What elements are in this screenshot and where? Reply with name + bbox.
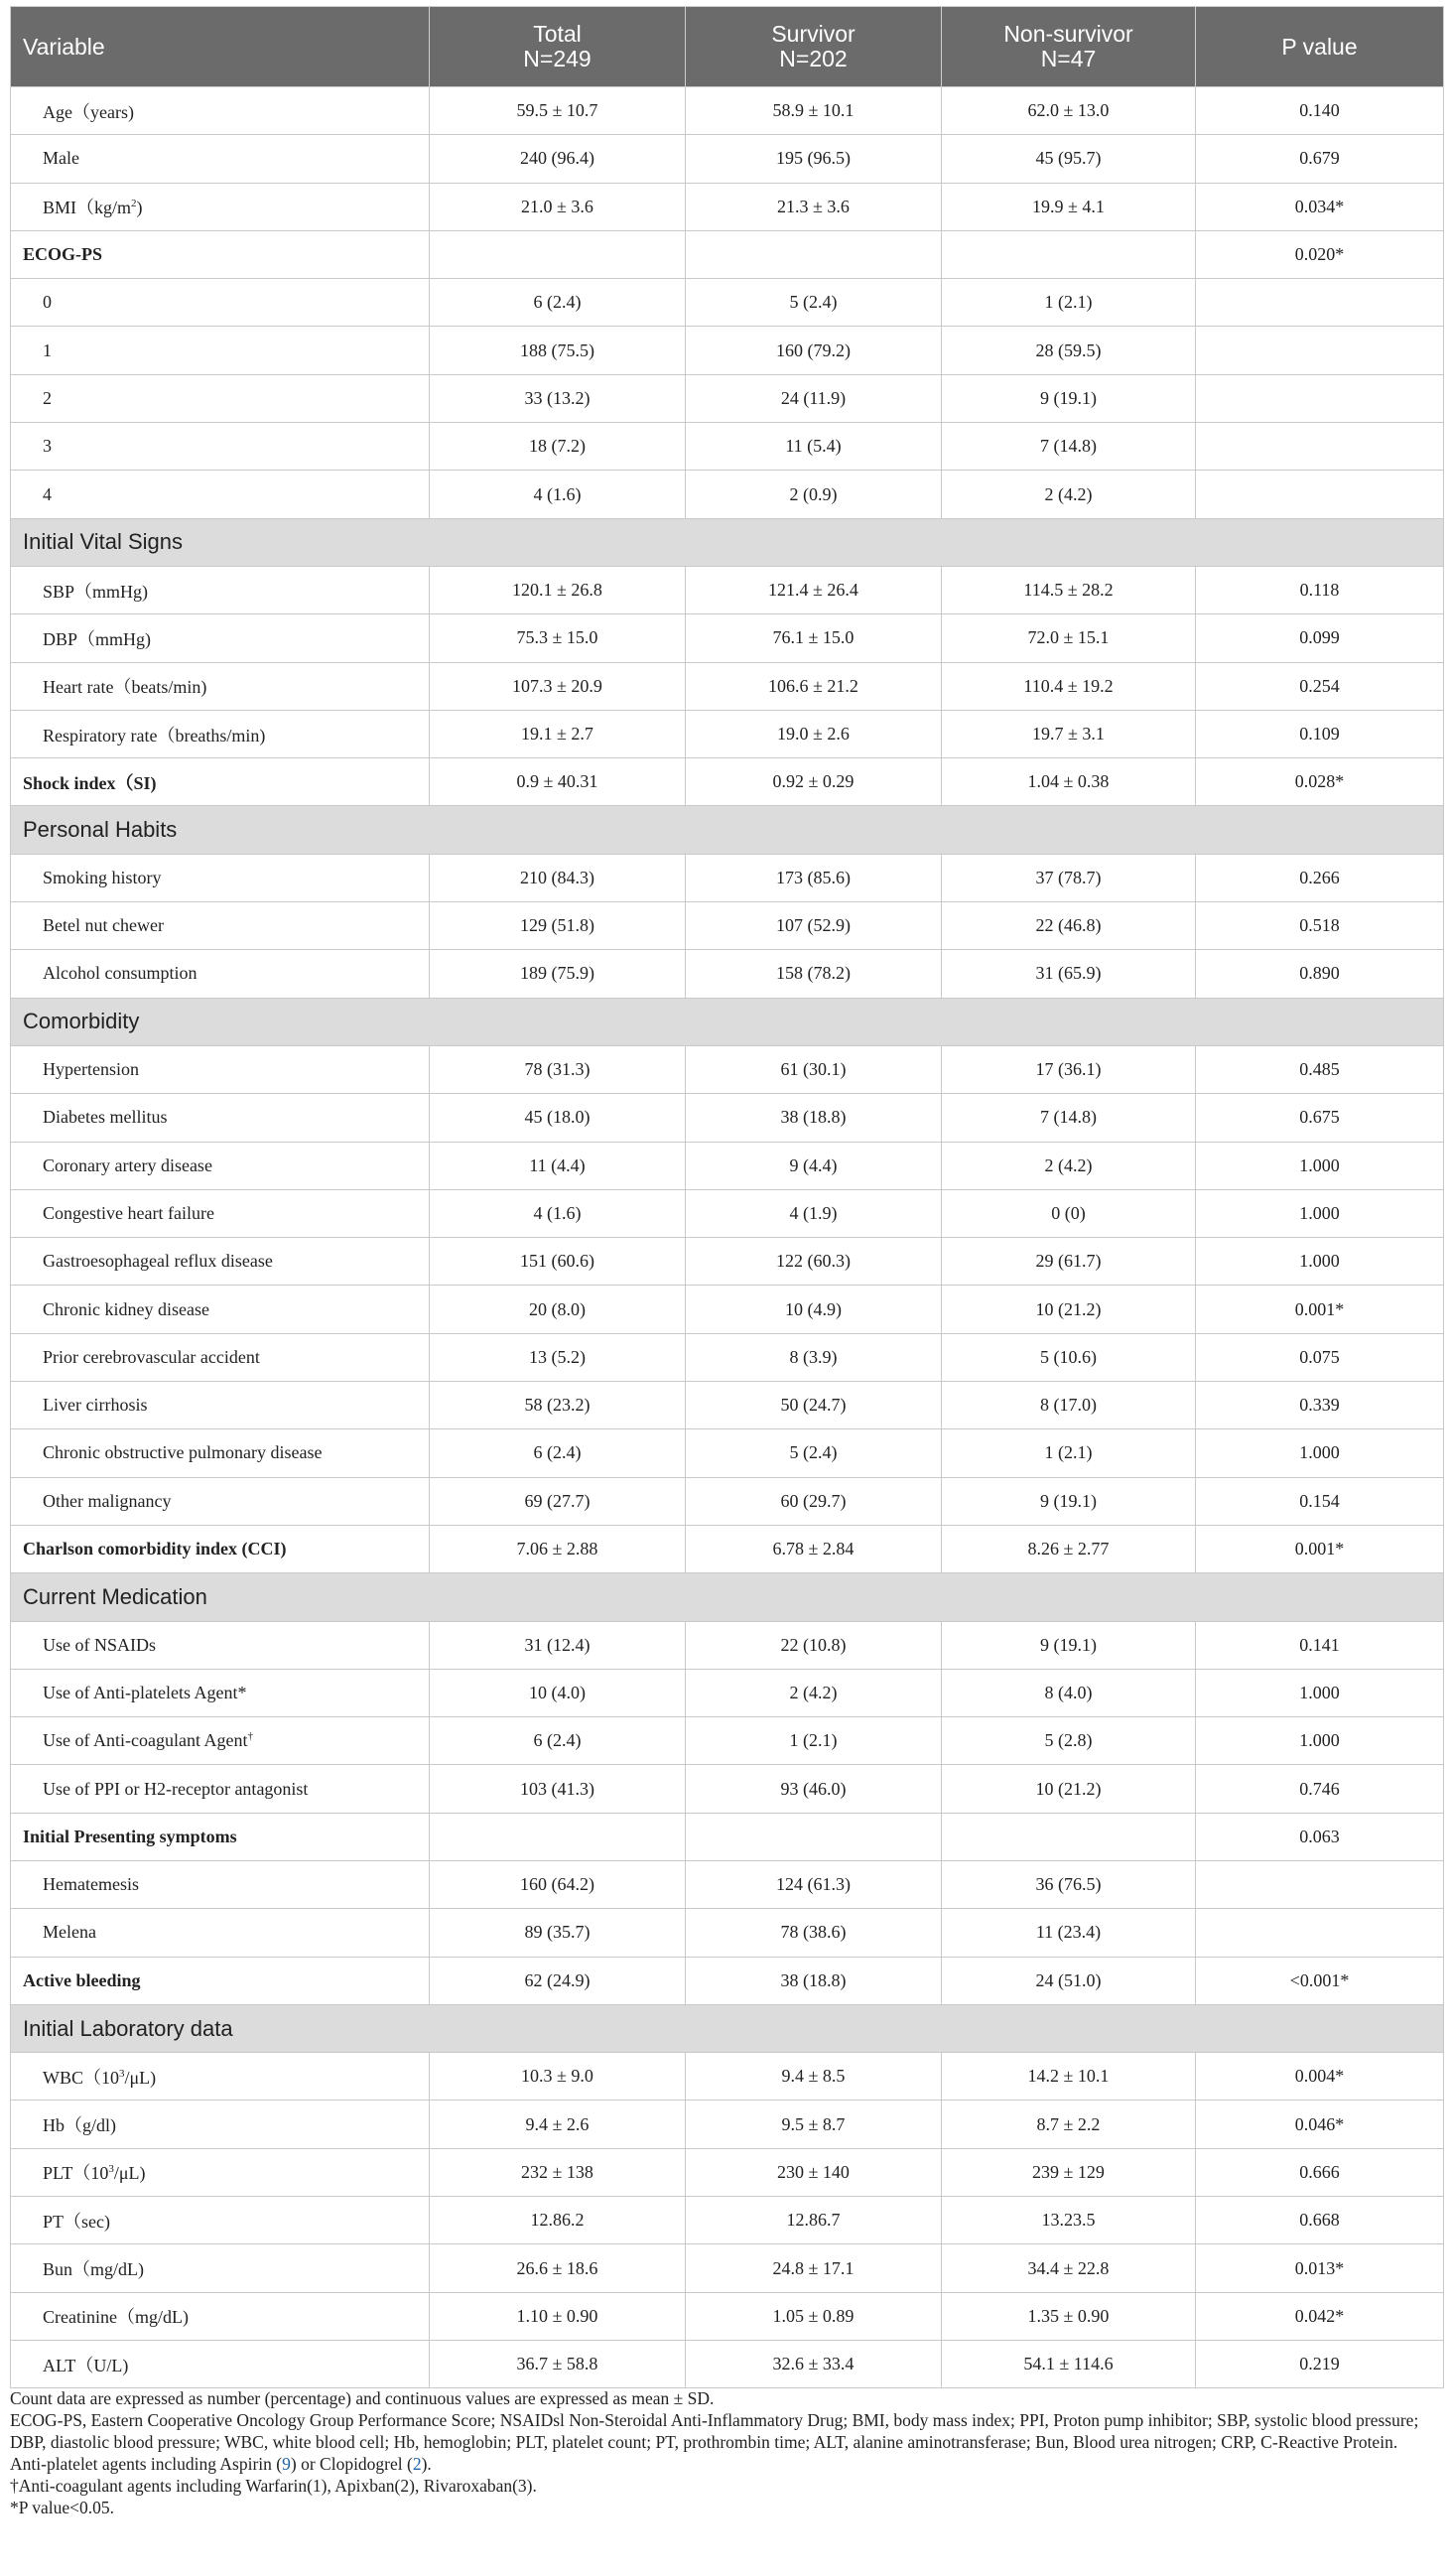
cell-p: 0.034*: [1196, 183, 1444, 230]
table-row: [11, 2101, 1444, 2148]
cell-survivor: 160 (79.2): [686, 327, 942, 374]
row-label: Chronic kidney disease: [11, 1286, 430, 1333]
cell-survivor: 22 (10.8): [686, 1621, 942, 1669]
cell-survivor: 9.5 ± 8.7: [686, 2101, 942, 2148]
table-row: [11, 1045, 1444, 1093]
cell-total: 1.10 ± 0.90: [430, 2292, 686, 2340]
cell-survivor: 173 (85.6): [686, 854, 942, 901]
cell-survivor: 1.05 ± 0.89: [686, 2292, 942, 2340]
cell-total: 13 (5.2): [430, 1333, 686, 1381]
cell-nonsurvivor: 5 (10.6): [942, 1333, 1196, 1381]
cell-survivor: 2 (4.2): [686, 1669, 942, 1716]
cell-survivor: 24 (11.9): [686, 374, 942, 422]
row-label: 4: [11, 471, 430, 518]
row-label: SBP（mmHg): [11, 566, 430, 613]
row-label: 1: [11, 327, 430, 374]
cell-nonsurvivor: 5 (2.8): [942, 1717, 1196, 1765]
cell-p: 1.000: [1196, 1429, 1444, 1477]
cell-p: 0.746: [1196, 1765, 1444, 1813]
cell-p: [1196, 471, 1444, 518]
row-label: $BMI(kg/m^2)$: [11, 183, 430, 230]
cell-survivor: 5 (2.4): [686, 1429, 942, 1477]
cell-total: 120.1 ± 26.8: [430, 566, 686, 613]
table-row: [11, 374, 1444, 422]
cell-total: 62 (24.9): [430, 1957, 686, 2004]
cell-nonsurvivor: 7 (14.8): [942, 1094, 1196, 1142]
cell-total: 107.3 ± 20.9: [430, 662, 686, 710]
cell-total: 160 (64.2): [430, 1860, 686, 1908]
cell-survivor: 2 (0.9): [686, 471, 942, 518]
cell-survivor: 78 (38.6): [686, 1909, 942, 1957]
table-row: [11, 662, 1444, 710]
cell-p: 0.004*: [1196, 2053, 1444, 2101]
row-label: $WBC(10^3/\mu L)$: [11, 2053, 430, 2101]
cell-nonsurvivor: 2 (4.2): [942, 471, 1196, 518]
cell-nonsurvivor: 8 (4.0): [942, 1669, 1196, 1716]
cell-total: 6 (2.4): [430, 279, 686, 327]
header-total: Total N=249: [430, 7, 686, 87]
cell-survivor: 50 (24.7): [686, 1382, 942, 1429]
row-label: Congestive heart failure: [11, 1189, 430, 1237]
cell-p: 0.063: [1196, 1813, 1444, 1860]
cell-nonsurvivor: [942, 230, 1196, 278]
table-row: [11, 1429, 1444, 1477]
footnote-anti-platelet: Anti-platelet agents including Aspirin (9) or Clopidogrel (2).: [10, 2454, 432, 2474]
table-row: [11, 1094, 1444, 1142]
cell-survivor: 38 (18.8): [686, 1957, 942, 2004]
cell-nonsurvivor: 13.23.5: [942, 2197, 1196, 2244]
cell-total: 78 (31.3): [430, 1045, 686, 1093]
cell-total: 6 (2.4): [430, 1717, 686, 1765]
table-row: [11, 1621, 1444, 1669]
table-footnotes: [10, 2387, 1439, 2518]
cell-p: 0.485: [1196, 1045, 1444, 1093]
cell-survivor: 9.4 ± 8.5: [686, 2053, 942, 2101]
cell-nonsurvivor: 62.0 ± 13.0: [942, 87, 1196, 135]
row-label: Chronic obstructive pulmonary disease: [11, 1429, 430, 1477]
table-row: [11, 1142, 1444, 1189]
cell-total: 18 (7.2): [430, 423, 686, 471]
cell-total: 4 (1.6): [430, 1189, 686, 1237]
cell-p: 1.000: [1196, 1669, 1444, 1716]
cell-nonsurvivor: 9 (19.1): [942, 1477, 1196, 1525]
row-label: Use of Anti-coagulant Agent†: [11, 1717, 430, 1765]
table-row: [11, 2197, 1444, 2244]
table-row: [11, 854, 1444, 901]
cell-survivor: 0.92 ± 0.29: [686, 758, 942, 806]
table-row: [11, 327, 1444, 374]
row-label: Use of NSAIDs: [11, 1621, 430, 1669]
data-table: [10, 6, 1444, 2388]
row-label: 2: [11, 374, 430, 422]
row-label: Betel nut chewer: [11, 902, 430, 950]
cell-total: 75.3 ± 15.0: [430, 614, 686, 662]
cell-survivor: [686, 1813, 942, 1860]
cell-nonsurvivor: 45 (95.7): [942, 135, 1196, 183]
cell-nonsurvivor: 19.9 ± 4.1: [942, 183, 1196, 230]
cell-p: 0.254: [1196, 662, 1444, 710]
cell-survivor: 11 (5.4): [686, 423, 942, 471]
cell-p: 0.046*: [1196, 2101, 1444, 2148]
table-row: [11, 1957, 1444, 2004]
cell-total: [430, 1813, 686, 1860]
section-header-row: [11, 998, 1444, 1045]
table-row: [11, 423, 1444, 471]
cell-survivor: 58.9 ± 10.1: [686, 87, 942, 135]
row-label: Alcohol consumption: [11, 950, 430, 998]
row-label: $PLT(10^3/\mu L)$: [11, 2148, 430, 2196]
cell-p: 1.000: [1196, 1717, 1444, 1765]
table-row: [11, 279, 1444, 327]
cell-p: 1.000: [1196, 1142, 1444, 1189]
cell-total: 232 ± 138: [430, 2148, 686, 2196]
cell-nonsurvivor: 10 (21.2): [942, 1765, 1196, 1813]
header-row: [11, 7, 1444, 87]
reference-link[interactable]: 2: [412, 2454, 422, 2474]
header-p-value: P value: [1196, 7, 1444, 87]
cell-p: 0.109: [1196, 710, 1444, 757]
row-label: Hypertension: [11, 1045, 430, 1093]
cell-survivor: 107 (52.9): [686, 902, 942, 950]
cell-survivor: 1 (2.1): [686, 1717, 942, 1765]
cell-survivor: 195 (96.5): [686, 135, 942, 183]
cell-total: 19.1 ± 2.7: [430, 710, 686, 757]
cell-survivor: 6.78 ± 2.84: [686, 1525, 942, 1572]
cell-survivor: 21.3 ± 3.6: [686, 183, 942, 230]
cell-nonsurvivor: 239 ± 129: [942, 2148, 1196, 2196]
cell-p: 0.666: [1196, 2148, 1444, 2196]
table-row: [11, 1669, 1444, 1716]
cell-nonsurvivor: 0 (0): [942, 1189, 1196, 1237]
cell-p: [1196, 279, 1444, 327]
cell-total: 240 (96.4): [430, 135, 686, 183]
section-header-row: [11, 806, 1444, 854]
cell-survivor: 32.6 ± 33.4: [686, 2340, 942, 2387]
cell-survivor: 24.8 ± 17.1: [686, 2244, 942, 2292]
cell-nonsurvivor: 11 (23.4): [942, 1909, 1196, 1957]
row-label: Liver cirrhosis: [11, 1382, 430, 1429]
row-label: 0: [11, 279, 430, 327]
cell-total: 89 (35.7): [430, 1909, 686, 1957]
row-label: Initial Presenting symptoms: [11, 1813, 430, 1860]
row-label: Age（years): [11, 87, 430, 135]
cell-nonsurvivor: 28 (59.5): [942, 327, 1196, 374]
cell-survivor: 38 (18.8): [686, 1094, 942, 1142]
cell-total: 9.4 ± 2.6: [430, 2101, 686, 2148]
cell-nonsurvivor: 37 (78.7): [942, 854, 1196, 901]
row-label: Use of PPI or H2-receptor antagonist: [11, 1765, 430, 1813]
cell-p: 0.675: [1196, 1094, 1444, 1142]
row-label: Coronary artery disease: [11, 1142, 430, 1189]
cell-total: 26.6 ± 18.6: [430, 2244, 686, 2292]
header-variable: Variable: [11, 7, 430, 87]
row-label: Smoking history: [11, 854, 430, 901]
cell-total: 189 (75.9): [430, 950, 686, 998]
cell-nonsurvivor: 17 (36.1): [942, 1045, 1196, 1093]
cell-survivor: 5 (2.4): [686, 279, 942, 327]
row-label: Hematemesis: [11, 1860, 430, 1908]
footnote-count-data: Count data are expressed as number (percentage) and continuous values are expressed as mean ± SD.: [10, 2388, 715, 2408]
row-label: Diabetes mellitus: [11, 1094, 430, 1142]
cell-nonsurvivor: 22 (46.8): [942, 902, 1196, 950]
row-label: Gastroesophageal reflux disease: [11, 1238, 430, 1286]
section-header-row: [11, 518, 1444, 566]
section-title: Current Medication: [11, 1573, 1444, 1621]
cell-nonsurvivor: 29 (61.7): [942, 1238, 1196, 1286]
section-title: Comorbidity: [11, 998, 1444, 1045]
table-row: [11, 1382, 1444, 1429]
cell-nonsurvivor: 8 (17.0): [942, 1382, 1196, 1429]
cell-nonsurvivor: 110.4 ± 19.2: [942, 662, 1196, 710]
cell-total: 7.06 ± 2.88: [430, 1525, 686, 1572]
cell-p: 0.013*: [1196, 2244, 1444, 2292]
table-row: [11, 2053, 1444, 2101]
cell-p: 0.001*: [1196, 1525, 1444, 1572]
row-label: ALT（U/L): [11, 2340, 430, 2387]
cell-p: [1196, 327, 1444, 374]
table-row: [11, 902, 1444, 950]
cell-p: [1196, 1909, 1444, 1957]
cell-p: 0.075: [1196, 1333, 1444, 1381]
cell-nonsurvivor: 1 (2.1): [942, 279, 1196, 327]
section-header-row: [11, 1573, 1444, 1621]
header-nonsurvivor: Non-survivor N=47: [942, 7, 1196, 87]
table-row: [11, 183, 1444, 230]
row-label: Creatinine（mg/dL): [11, 2292, 430, 2340]
cell-survivor: 106.6 ± 21.2: [686, 662, 942, 710]
table-row: [11, 1333, 1444, 1381]
cell-p: 0.028*: [1196, 758, 1444, 806]
cell-nonsurvivor: 54.1 ± 114.6: [942, 2340, 1196, 2387]
cell-survivor: 9 (4.4): [686, 1142, 942, 1189]
cell-p: 1.000: [1196, 1189, 1444, 1237]
row-label: Shock index（SI): [11, 758, 430, 806]
section-title: Initial Laboratory data: [11, 2004, 1444, 2052]
section-title: Initial Vital Signs: [11, 518, 1444, 566]
cell-total: [430, 230, 686, 278]
row-label: Bun（mg/dL): [11, 2244, 430, 2292]
table-row: [11, 758, 1444, 806]
cell-p: 0.679: [1196, 135, 1444, 183]
cell-nonsurvivor: 8.7 ± 2.2: [942, 2101, 1196, 2148]
table-row: [11, 2148, 1444, 2196]
cell-nonsurvivor: 19.7 ± 3.1: [942, 710, 1196, 757]
cell-survivor: 60 (29.7): [686, 1477, 942, 1525]
cell-p: 0.890: [1196, 950, 1444, 998]
cell-p: 0.118: [1196, 566, 1444, 613]
cell-survivor: 158 (78.2): [686, 950, 942, 998]
table-row: [11, 1860, 1444, 1908]
cell-total: 6 (2.4): [430, 1429, 686, 1477]
cell-p: [1196, 1860, 1444, 1908]
table-row: [11, 1813, 1444, 1860]
cell-total: 33 (13.2): [430, 374, 686, 422]
cell-total: 151 (60.6): [430, 1238, 686, 1286]
cell-nonsurvivor: 114.5 ± 28.2: [942, 566, 1196, 613]
cell-nonsurvivor: 9 (19.1): [942, 1621, 1196, 1669]
cell-total: 103 (41.3): [430, 1765, 686, 1813]
cell-p: 0.001*: [1196, 1286, 1444, 1333]
cell-nonsurvivor: 36 (76.5): [942, 1860, 1196, 1908]
row-label: Hb（g/dl): [11, 2101, 430, 2148]
cell-survivor: 122 (60.3): [686, 1238, 942, 1286]
row-label: PT（sec): [11, 2197, 430, 2244]
table-row: [11, 87, 1444, 135]
cell-p: 0.042*: [1196, 2292, 1444, 2340]
cell-nonsurvivor: 24 (51.0): [942, 1957, 1196, 2004]
table-row: [11, 2244, 1444, 2292]
row-label: Use of Anti-platelets Agent*: [11, 1669, 430, 1716]
cell-p: [1196, 374, 1444, 422]
cell-survivor: 10 (4.9): [686, 1286, 942, 1333]
cell-nonsurvivor: 7 (14.8): [942, 423, 1196, 471]
table-row: [11, 1765, 1444, 1813]
table-row: [11, 1525, 1444, 1572]
cell-nonsurvivor: 9 (19.1): [942, 374, 1196, 422]
table-row: [11, 614, 1444, 662]
cell-total: 188 (75.5): [430, 327, 686, 374]
cell-p: 0.518: [1196, 902, 1444, 950]
reference-link[interactable]: 9: [282, 2454, 291, 2474]
row-label: Male: [11, 135, 430, 183]
footnote-abbreviations: ECOG-PS, Eastern Cooperative Oncology Group Performance Score; NSAIDsl Non-Steroidal Anti-Inflammatory Drug; BMI, body mass index; PPI, Proton pump inhibitor; SBP, systolic blood pressure; DBP, diastolic blood pressure; WBC, white blood cell; Hb, hemoglobin; PLT, platelet count; PT, prothrombin time; ALT, alanine aminotransferase; Bun, Blood urea nitrogen; CRP, C-Reactive Protein.: [10, 2410, 1419, 2452]
cell-survivor: 4 (1.9): [686, 1189, 942, 1237]
cell-survivor: 230 ± 140: [686, 2148, 942, 2196]
table-row: [11, 1909, 1444, 1957]
table-row: [11, 471, 1444, 518]
cell-p: <0.001*: [1196, 1957, 1444, 2004]
table-header: [11, 7, 1444, 87]
cell-survivor: 124 (61.3): [686, 1860, 942, 1908]
cell-nonsurvivor: 14.2 ± 10.1: [942, 2053, 1196, 2101]
cell-total: 10 (4.0): [430, 1669, 686, 1716]
section-title: Personal Habits: [11, 806, 1444, 854]
table-row: [11, 1238, 1444, 1286]
table-row: [11, 1189, 1444, 1237]
cell-nonsurvivor: 1 (2.1): [942, 1429, 1196, 1477]
table-row: [11, 1477, 1444, 1525]
cell-total: 10.3 ± 9.0: [430, 2053, 686, 2101]
cell-survivor: 76.1 ± 15.0: [686, 614, 942, 662]
cell-p: 0.339: [1196, 1382, 1444, 1429]
cell-total: 59.5 ± 10.7: [430, 87, 686, 135]
table-row: [11, 2340, 1444, 2387]
cell-p: 0.141: [1196, 1621, 1444, 1669]
cell-p: 0.099: [1196, 614, 1444, 662]
row-label: ECOG-PS: [11, 230, 430, 278]
footnote-anti-coagulant: †Anti-coagulant agents including Warfarin(1), Apixban(2), Rivaroxaban(3).: [10, 2476, 537, 2496]
header-survivor: Survivor N=202: [686, 7, 942, 87]
cell-survivor: 12.86.7: [686, 2197, 942, 2244]
cell-nonsurvivor: 10 (21.2): [942, 1286, 1196, 1333]
table-body: [11, 87, 1444, 2388]
table-row: [11, 230, 1444, 278]
cell-total: 36.7 ± 58.8: [430, 2340, 686, 2387]
table-row: [11, 566, 1444, 613]
cell-total: 12.86.2: [430, 2197, 686, 2244]
cell-survivor: [686, 230, 942, 278]
table-row: [11, 135, 1444, 183]
table-row: [11, 710, 1444, 757]
cell-nonsurvivor: 72.0 ± 15.1: [942, 614, 1196, 662]
table-row: [11, 950, 1444, 998]
cell-total: 45 (18.0): [430, 1094, 686, 1142]
cell-total: 210 (84.3): [430, 854, 686, 901]
cell-total: 20 (8.0): [430, 1286, 686, 1333]
cell-total: 58 (23.2): [430, 1382, 686, 1429]
cell-total: 11 (4.4): [430, 1142, 686, 1189]
row-label: DBP（mmHg): [11, 614, 430, 662]
row-label: Heart rate（beats/min): [11, 662, 430, 710]
table-row: [11, 1717, 1444, 1765]
cell-p: [1196, 423, 1444, 471]
cell-nonsurvivor: 34.4 ± 22.8: [942, 2244, 1196, 2292]
cell-p: 0.219: [1196, 2340, 1444, 2387]
cell-survivor: 93 (46.0): [686, 1765, 942, 1813]
row-label: Charlson comorbidity index (CCI): [11, 1525, 430, 1572]
cell-p: 0.140: [1196, 87, 1444, 135]
row-label: 3: [11, 423, 430, 471]
section-header-row: [11, 2004, 1444, 2052]
cell-total: 31 (12.4): [430, 1621, 686, 1669]
cell-total: 69 (27.7): [430, 1477, 686, 1525]
row-label: Prior cerebrovascular accident: [11, 1333, 430, 1381]
cell-survivor: 19.0 ± 2.6: [686, 710, 942, 757]
cell-survivor: 8 (3.9): [686, 1333, 942, 1381]
cell-total: 0.9 ± 40.31: [430, 758, 686, 806]
cell-nonsurvivor: 8.26 ± 2.77: [942, 1525, 1196, 1572]
cell-nonsurvivor: 1.35 ± 0.90: [942, 2292, 1196, 2340]
cell-p: 0.154: [1196, 1477, 1444, 1525]
row-label: Active bleeding: [11, 1957, 430, 2004]
cell-p: 1.000: [1196, 1238, 1444, 1286]
cell-total: 21.0 ± 3.6: [430, 183, 686, 230]
footnote-p-value: *P value<0.05.: [10, 2498, 114, 2517]
row-label: Melena: [11, 1909, 430, 1957]
cell-p: 0.668: [1196, 2197, 1444, 2244]
table-row: [11, 1286, 1444, 1333]
cell-total: 129 (51.8): [430, 902, 686, 950]
cell-p: 0.020*: [1196, 230, 1444, 278]
row-label: Respiratory rate（breaths/min): [11, 710, 430, 757]
row-label: Other malignancy: [11, 1477, 430, 1525]
cell-nonsurvivor: [942, 1813, 1196, 1860]
cell-survivor: 61 (30.1): [686, 1045, 942, 1093]
cell-p: 0.266: [1196, 854, 1444, 901]
cell-survivor: 121.4 ± 26.4: [686, 566, 942, 613]
cell-nonsurvivor: 2 (4.2): [942, 1142, 1196, 1189]
cell-nonsurvivor: 31 (65.9): [942, 950, 1196, 998]
cell-total: 4 (1.6): [430, 471, 686, 518]
table-row: [11, 2292, 1444, 2340]
cell-nonsurvivor: 1.04 ± 0.38: [942, 758, 1196, 806]
